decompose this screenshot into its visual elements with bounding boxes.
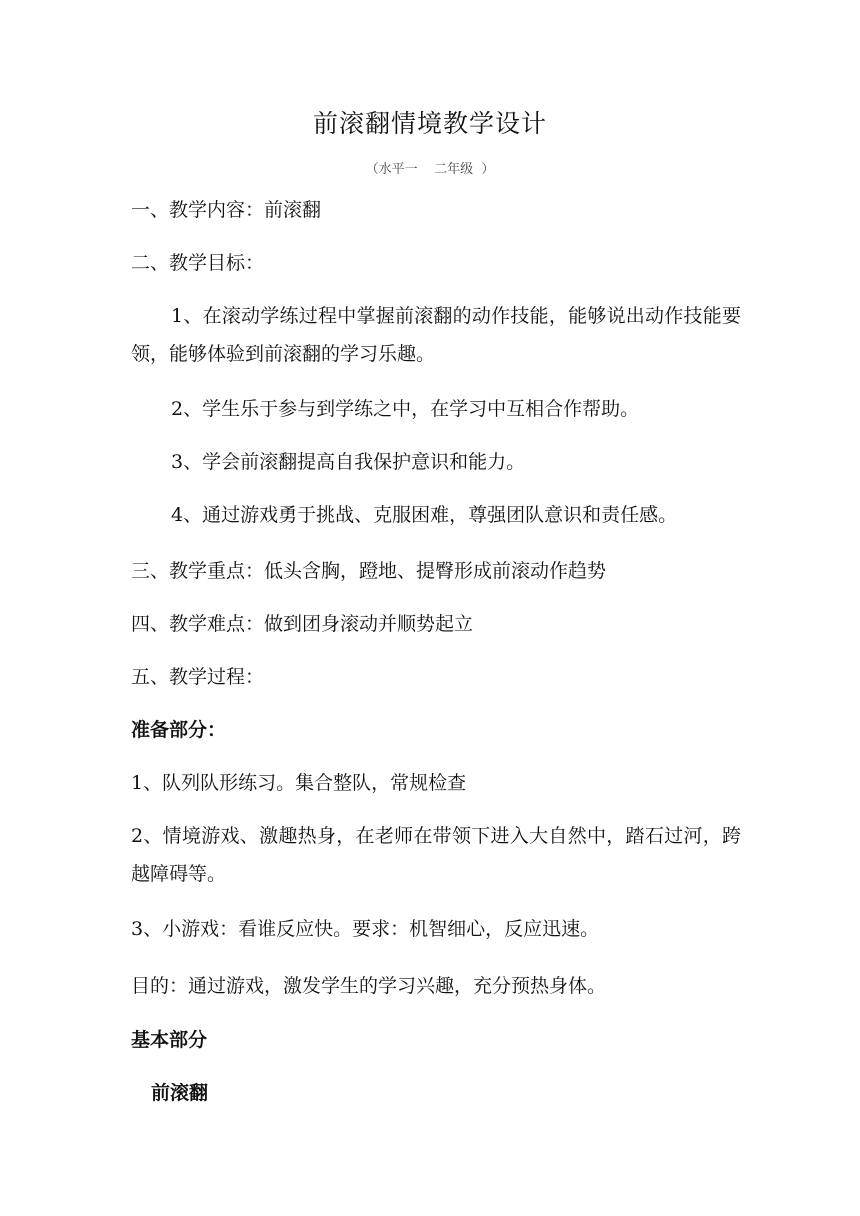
- document-subtitle: （水平一 二年级 ）: [365, 162, 495, 177]
- prep-item-2: 2、情境游戏、激趣热身，在老师在带领下进入大自然中，踏石过河，跨越障碍等。: [131, 825, 741, 885]
- section-teaching-content: 一、教学内容：前滚翻: [131, 199, 322, 221]
- basic-heading: 基本部分: [131, 1029, 208, 1051]
- section-teaching-goals: 二、教学目标：: [131, 252, 265, 274]
- section-teaching-process: 五、教学过程：: [131, 666, 265, 688]
- document-title: 前滚翻情境教学设计: [312, 109, 547, 138]
- prep-item-1: 1、队列队形练习。集合整队，常规检查: [131, 772, 467, 794]
- section-difficulties: 四、教学难点：做到团身滚动并顺势起立: [131, 613, 474, 635]
- goal-item-2: 2、学生乐于参与到学练之中，在学习中互相合作帮助。: [171, 398, 640, 420]
- section-key-points: 三、教学重点：低头含胸，蹬地、提臀形成前滚动作趋势: [131, 560, 607, 582]
- prep-purpose: 目的：通过游戏，激发学生的学习兴趣，充分预热身体。: [131, 975, 607, 997]
- goal-item-4: 4、通过游戏勇于挑战、克服困难，尊强团队意识和责任感。: [171, 504, 678, 526]
- prep-heading: 准备部分：: [131, 719, 227, 741]
- goal-item-3: 3、学会前滚翻提高自我保护意识和能力。: [171, 451, 526, 473]
- basic-subheading: 前滚翻: [151, 1082, 209, 1104]
- prep-item-3: 3、小游戏：看谁反应快。要求：机智细心，反应迅速。: [131, 918, 600, 940]
- goal-item-1: 1、在滚动学练过程中掌握前滚翻的动作技能，能够说出动作技能要领，能够体验到前滚翻的学习乐趣。: [131, 305, 741, 365]
